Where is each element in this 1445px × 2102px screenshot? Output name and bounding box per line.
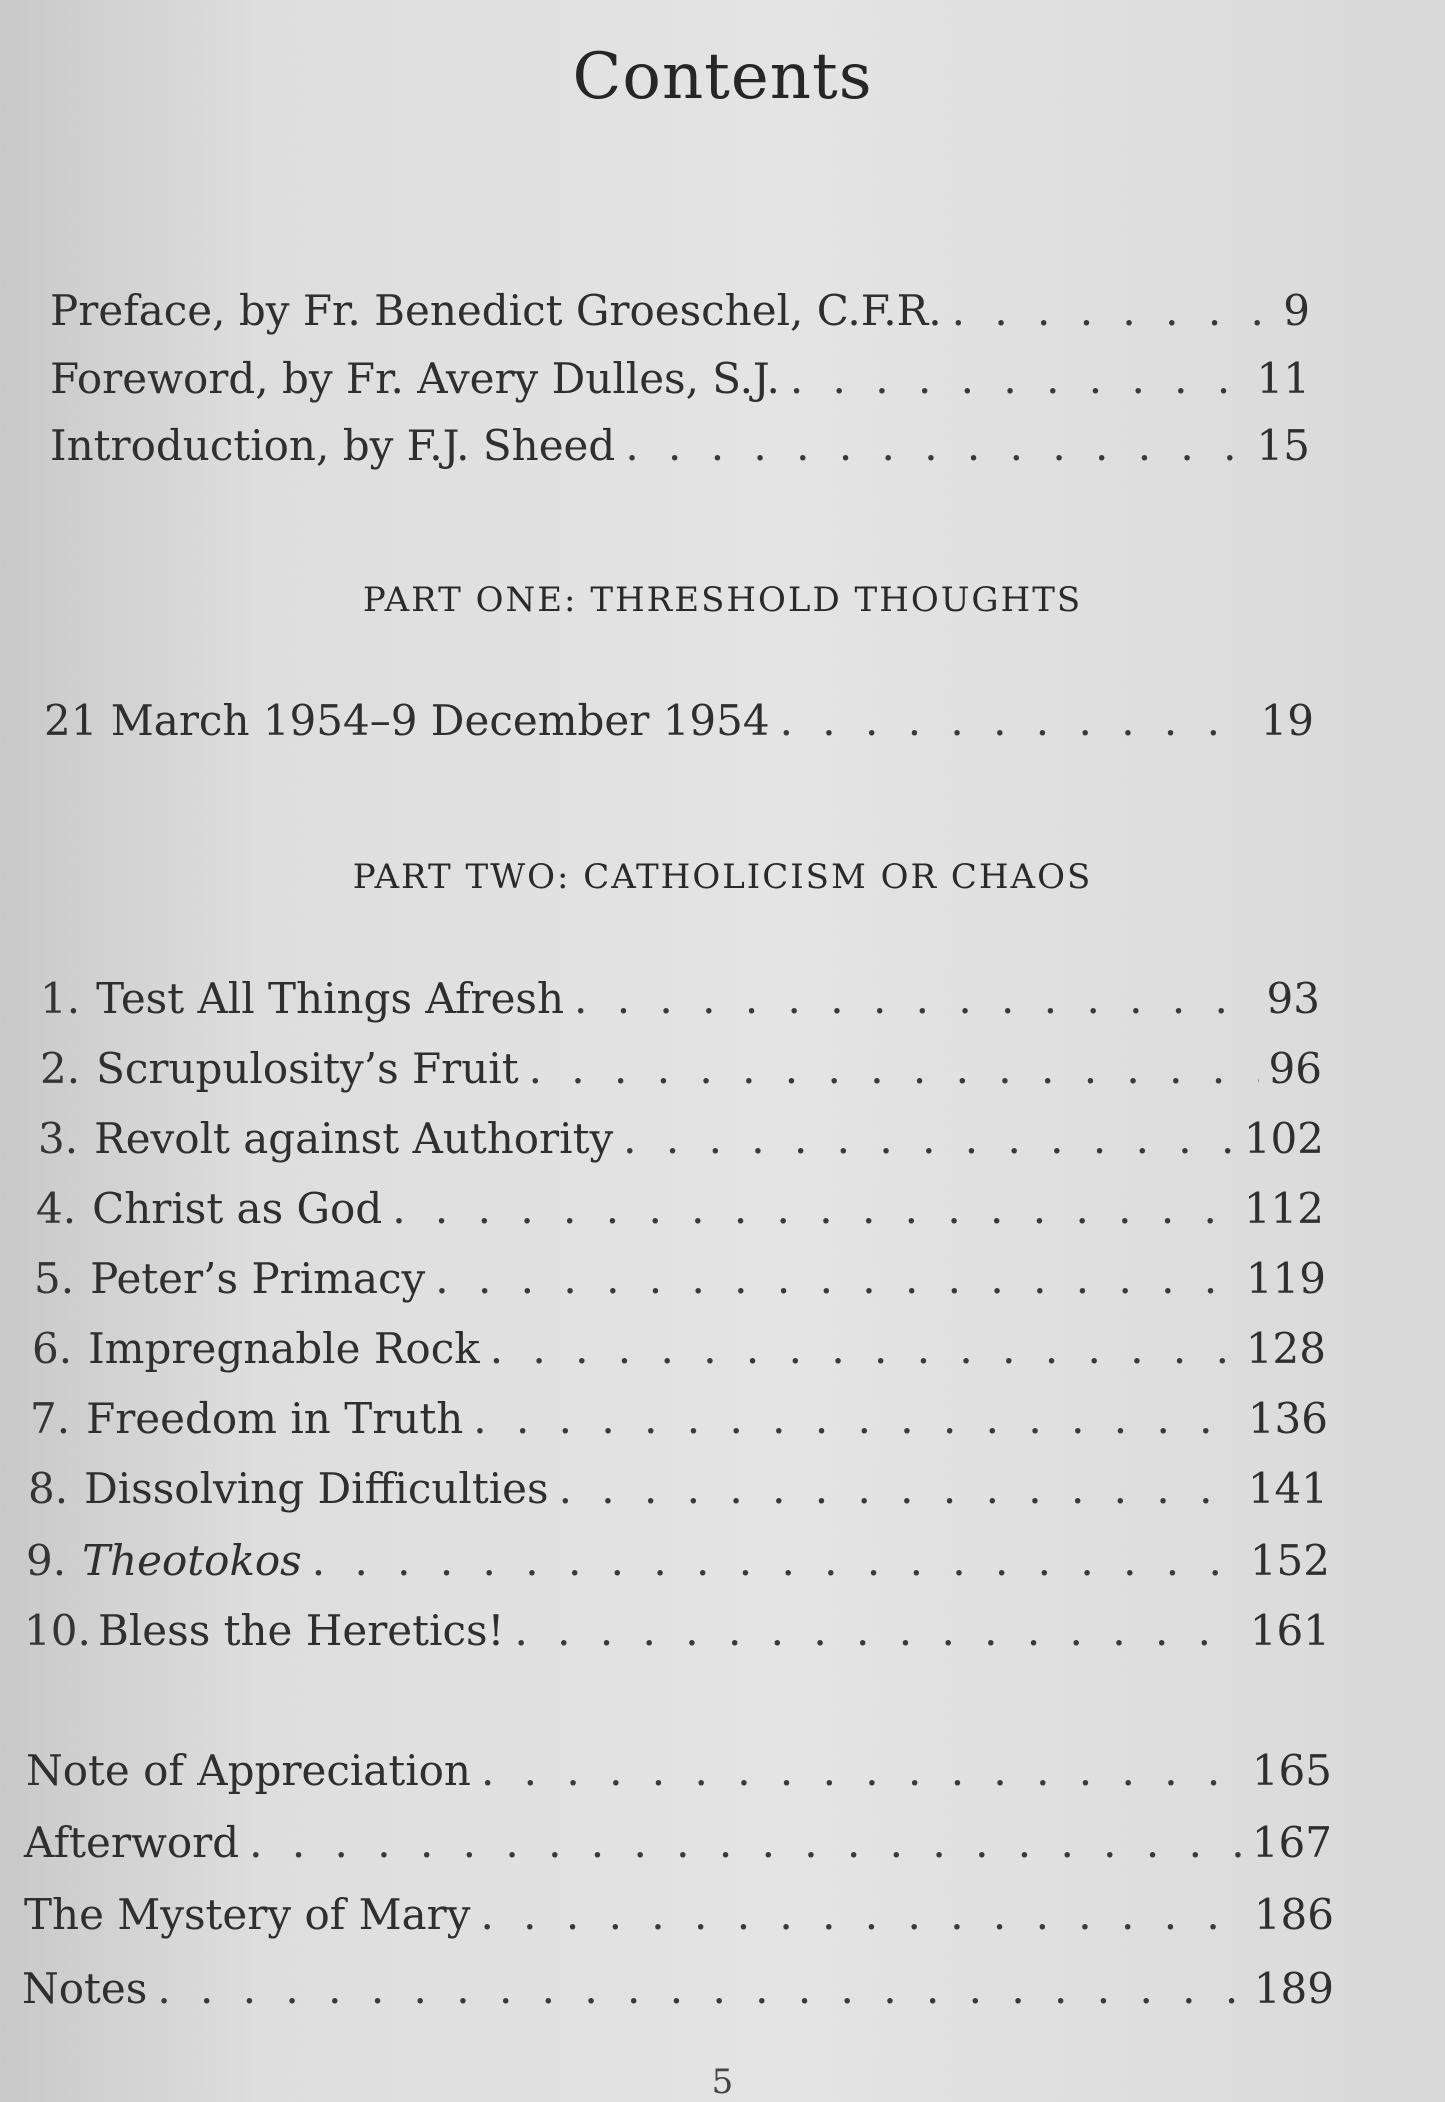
toc-page-number: 112: [1243, 1184, 1324, 1233]
dot-leader: [473, 1398, 1238, 1440]
toc-page-number: 9: [1283, 286, 1310, 335]
dot-leader: [392, 1188, 1234, 1230]
toc-chapter-7: [30, 1394, 1328, 1443]
dot-leader: [623, 1118, 1234, 1160]
chapter-number: 9.: [26, 1536, 67, 1585]
toc-page-number: 161: [1249, 1606, 1330, 1655]
toc-entry-notes: [22, 1964, 1334, 2013]
toc-entry-note-of-appreciation: [26, 1746, 1332, 1795]
toc-chapter-1: [40, 974, 1320, 1023]
toc-page-number: 189: [1253, 1964, 1334, 2013]
dot-leader: [435, 1258, 1236, 1300]
toc-entry-label: Bless the Heretics!: [98, 1606, 505, 1655]
toc-chapter-8: [28, 1464, 1328, 1513]
toc-entry-introduction: [50, 421, 1310, 470]
toc-chapter-10: [24, 1606, 1330, 1655]
toc-page-number: 119: [1245, 1254, 1326, 1303]
toc-entry-label: Revolt against Authority: [94, 1114, 614, 1163]
toc-entry-label: Foreword, by Fr. Avery Dulles, S.J.: [50, 354, 780, 403]
toc-page-number: 141: [1247, 1464, 1328, 1513]
toc-entry-afterword: [24, 1818, 1332, 1867]
toc-entry-label: Dissolving Difficulties: [84, 1464, 549, 1513]
toc-entry-label: Introduction, by F.J. Sheed: [50, 421, 616, 470]
toc-entry-label: 21 March 1954–9 December 1954: [44, 696, 770, 745]
dot-leader: [780, 700, 1251, 742]
dot-leader: [790, 358, 1247, 400]
dot-leader: [157, 1968, 1244, 2010]
toc-entry-label: Notes: [22, 1964, 148, 2013]
toc-chapter-4: [36, 1184, 1324, 1233]
toc-chapter-9: [26, 1536, 1330, 1585]
toc-entry-label: Impregnable Rock: [88, 1324, 480, 1373]
toc-page-number: 19: [1260, 696, 1314, 745]
chapter-number: 4.: [36, 1184, 77, 1233]
dot-leader: [249, 1822, 1242, 1864]
toc-page-number: 128: [1245, 1324, 1326, 1373]
chapter-number: 7.: [30, 1394, 71, 1443]
dot-leader: [514, 1610, 1239, 1652]
toc-page-number: 152: [1249, 1536, 1330, 1585]
toc-page-number: 102: [1243, 1114, 1324, 1163]
toc-page-number: 93: [1266, 974, 1320, 1023]
toc-entry-label: The Mystery of Mary: [24, 1890, 471, 1939]
chapter-number: 1.: [40, 974, 81, 1023]
toc-entry-part-one: [44, 696, 1314, 745]
dot-leader: [490, 1328, 1236, 1370]
toc-chapter-2: [40, 1044, 1322, 1093]
toc-entry-mystery-of-mary: [24, 1890, 1334, 1939]
toc-entry-label: Christ as God: [92, 1184, 383, 1233]
part-two-heading: PART TWO: CATHOLICISM OR CHAOS: [352, 857, 1093, 897]
toc-page-number: 15: [1256, 421, 1310, 470]
toc-page-number: 167: [1251, 1818, 1332, 1867]
chapter-number: 2.: [40, 1044, 81, 1093]
toc-chapter-5: [34, 1254, 1326, 1303]
part-one-heading: PART ONE: THRESHOLD THOUGHTS: [362, 580, 1083, 620]
toc-entry-label: Preface, by Fr. Benedict Groeschel, C.F.R.: [50, 286, 942, 335]
chapter-number: 6.: [32, 1324, 73, 1373]
toc-chapter-6: [32, 1324, 1326, 1373]
dot-leader: [481, 1750, 1242, 1792]
toc-entry-label: Note of Appreciation: [26, 1746, 471, 1795]
toc-chapter-3: [38, 1114, 1324, 1163]
toc-entry-foreword: [50, 354, 1310, 403]
toc-entry-label: Freedom in Truth: [86, 1394, 464, 1443]
dot-leader: [574, 978, 1257, 1020]
toc-entry-label: Peter’s Primacy: [90, 1254, 426, 1303]
page-folio: 5: [711, 2062, 734, 2102]
chapter-number: 5.: [34, 1254, 75, 1303]
toc-page-number: 165: [1251, 1746, 1332, 1795]
toc-page-number: 136: [1247, 1394, 1328, 1443]
toc-page-number: 96: [1268, 1044, 1322, 1093]
chapter-number: 8.: [28, 1464, 69, 1513]
toc-entry-label: Scrupulosity’s Fruit: [96, 1044, 519, 1093]
toc-entry-label: Theotokos: [82, 1536, 302, 1585]
toc-entry-preface: [50, 286, 1310, 335]
toc-page-number: 186: [1253, 1890, 1334, 1939]
toc-entry-label: Test All Things Afresh: [96, 974, 565, 1023]
dot-leader: [312, 1540, 1240, 1582]
chapter-number: 10.: [24, 1606, 91, 1655]
toc-entry-label: Afterword: [24, 1818, 240, 1867]
chapter-number: 3.: [38, 1114, 79, 1163]
dot-leader: [625, 425, 1246, 467]
page-title: Contents: [572, 40, 873, 114]
toc-page-number: 11: [1256, 354, 1310, 403]
dot-leader: [480, 1894, 1243, 1936]
dot-leader: [952, 290, 1274, 332]
dot-leader: [559, 1468, 1238, 1510]
dot-leader: [529, 1048, 1259, 1090]
